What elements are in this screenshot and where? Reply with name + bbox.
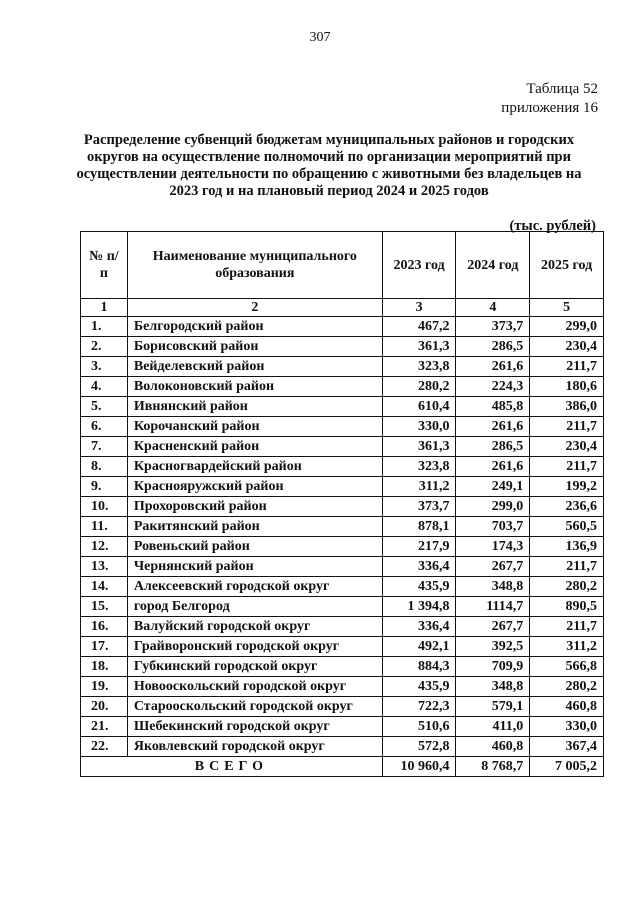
- value-2024: 224,3: [456, 377, 530, 397]
- row-number: 17.: [81, 637, 128, 657]
- column-number-row: [81, 299, 604, 317]
- table-row: [81, 477, 604, 497]
- municipality-name: Алексеевский городской округ: [127, 577, 382, 597]
- column-number: 1: [81, 299, 128, 317]
- table-row: [81, 357, 604, 377]
- row-number: 22.: [81, 737, 128, 757]
- table-row: [81, 697, 604, 717]
- value-2025: 280,2: [530, 577, 604, 597]
- value-2023: 336,4: [382, 557, 456, 577]
- row-number: 13.: [81, 557, 128, 577]
- municipality-name: Чернянский район: [127, 557, 382, 577]
- subsidy-table: [80, 231, 604, 777]
- table-row: [81, 517, 604, 537]
- value-2025: 180,6: [530, 377, 604, 397]
- value-2024: 485,8: [456, 397, 530, 417]
- municipality-name: Корочанский район: [127, 417, 382, 437]
- value-2023: 323,8: [382, 457, 456, 477]
- municipality-name: Красногвардейский район: [127, 457, 382, 477]
- value-2024: 267,7: [456, 557, 530, 577]
- row-number: 4.: [81, 377, 128, 397]
- table-row: [81, 537, 604, 557]
- value-2025: 386,0: [530, 397, 604, 417]
- table-row: [81, 657, 604, 677]
- value-2024: 709,9: [456, 657, 530, 677]
- value-2024: 249,1: [456, 477, 530, 497]
- municipality-name: Яковлевский городской округ: [127, 737, 382, 757]
- municipality-name: Новооскольский городской округ: [127, 677, 382, 697]
- row-number: 2.: [81, 337, 128, 357]
- row-number: 1.: [81, 317, 128, 337]
- value-2023: 280,2: [382, 377, 456, 397]
- value-2024: 373,7: [456, 317, 530, 337]
- table-body: [81, 317, 604, 757]
- value-2024: 261,6: [456, 357, 530, 377]
- municipality-name: Шебекинский городской округ: [127, 717, 382, 737]
- value-2025: 230,4: [530, 337, 604, 357]
- annex-appendix-label: приложения 16: [501, 100, 598, 116]
- value-2025: 330,0: [530, 717, 604, 737]
- table-row: [81, 377, 604, 397]
- table-row: [81, 497, 604, 517]
- value-2025: 211,7: [530, 417, 604, 437]
- row-number: 15.: [81, 597, 128, 617]
- value-2023: 217,9: [382, 537, 456, 557]
- total-2023: 10 960,4: [382, 757, 456, 777]
- header-2024: 2024 год: [456, 232, 530, 299]
- municipality-name: город Белгород: [127, 597, 382, 617]
- column-number: 3: [382, 299, 456, 317]
- value-2023: 467,2: [382, 317, 456, 337]
- column-number: 2: [127, 299, 382, 317]
- table-row: [81, 557, 604, 577]
- table-row: [81, 617, 604, 637]
- row-number: 9.: [81, 477, 128, 497]
- row-number: 20.: [81, 697, 128, 717]
- municipality-name: Борисовский район: [127, 337, 382, 357]
- header-2023: 2023 год: [382, 232, 456, 299]
- value-2024: 261,6: [456, 417, 530, 437]
- value-2025: 566,8: [530, 657, 604, 677]
- table-row: [81, 577, 604, 597]
- municipality-name: Валуйский городской округ: [127, 617, 382, 637]
- table-row: [81, 337, 604, 357]
- municipality-name: Старооскольский городской округ: [127, 697, 382, 717]
- municipality-name: Прохоровский район: [127, 497, 382, 517]
- value-2024: 299,0: [456, 497, 530, 517]
- value-2023: 330,0: [382, 417, 456, 437]
- table-row: [81, 437, 604, 457]
- row-number: 14.: [81, 577, 128, 597]
- header-2025: 2025 год: [530, 232, 604, 299]
- row-number: 12.: [81, 537, 128, 557]
- total-2025: 7 005,2: [530, 757, 604, 777]
- value-2025: 211,7: [530, 457, 604, 477]
- row-number: 6.: [81, 417, 128, 437]
- value-2025: 890,5: [530, 597, 604, 617]
- table-row: [81, 417, 604, 437]
- value-2023: 361,3: [382, 437, 456, 457]
- total-row: [81, 757, 604, 777]
- value-2024: 348,8: [456, 677, 530, 697]
- row-number: 7.: [81, 437, 128, 457]
- row-number: 19.: [81, 677, 128, 697]
- table-row: [81, 677, 604, 697]
- row-number: 16.: [81, 617, 128, 637]
- value-2025: 311,2: [530, 637, 604, 657]
- value-2025: 211,7: [530, 357, 604, 377]
- value-2025: 460,8: [530, 697, 604, 717]
- row-number: 21.: [81, 717, 128, 737]
- value-2025: 236,6: [530, 497, 604, 517]
- row-number: 8.: [81, 457, 128, 477]
- value-2025: 280,2: [530, 677, 604, 697]
- row-number: 3.: [81, 357, 128, 377]
- value-2023: 610,4: [382, 397, 456, 417]
- value-2024: 460,8: [456, 737, 530, 757]
- municipality-name: Губкинский городской округ: [127, 657, 382, 677]
- column-number: 5: [530, 299, 604, 317]
- total-label: ВСЕГО: [81, 757, 383, 777]
- value-2023: 510,6: [382, 717, 456, 737]
- value-2023: 435,9: [382, 577, 456, 597]
- value-2023: 492,1: [382, 637, 456, 657]
- municipality-name: Грайворонский городской округ: [127, 637, 382, 657]
- municipality-name: Ровеньский район: [127, 537, 382, 557]
- table-row: [81, 597, 604, 617]
- column-number: 4: [456, 299, 530, 317]
- units-label: (тыс. рублей): [509, 218, 596, 234]
- value-2024: 261,6: [456, 457, 530, 477]
- row-number: 18.: [81, 657, 128, 677]
- value-2023: 722,3: [382, 697, 456, 717]
- value-2025: 299,0: [530, 317, 604, 337]
- value-2023: 1 394,8: [382, 597, 456, 617]
- municipality-name: Красненский район: [127, 437, 382, 457]
- row-number: 5.: [81, 397, 128, 417]
- row-number: 11.: [81, 517, 128, 537]
- document-title: Распределение субвенций бюджетам муниципальных районов и городских округов на осуществление полномочий по организации мероприятий при осуществлении деятельности по обращению с животными без владельцев на 2023 год и на плановый период 2024 и 2025 годов: [76, 132, 582, 199]
- value-2025: 199,2: [530, 477, 604, 497]
- table-row: [81, 737, 604, 757]
- header-name: Наименование муниципального образования: [127, 232, 382, 299]
- table-row: [81, 637, 604, 657]
- table-row: [81, 317, 604, 337]
- value-2025: 211,7: [530, 557, 604, 577]
- value-2023: 572,8: [382, 737, 456, 757]
- table-row: [81, 397, 604, 417]
- value-2023: 323,8: [382, 357, 456, 377]
- municipality-name: Волоконовский район: [127, 377, 382, 397]
- value-2025: 560,5: [530, 517, 604, 537]
- page-number: 307: [309, 30, 331, 45]
- value-2023: 884,3: [382, 657, 456, 677]
- table-row: [81, 717, 604, 737]
- value-2025: 367,4: [530, 737, 604, 757]
- value-2024: 411,0: [456, 717, 530, 737]
- municipality-name: Вейделевский район: [127, 357, 382, 377]
- header-number: № п/п: [81, 232, 128, 299]
- value-2023: 878,1: [382, 517, 456, 537]
- value-2023: 435,9: [382, 677, 456, 697]
- value-2024: 286,5: [456, 337, 530, 357]
- value-2023: 336,4: [382, 617, 456, 637]
- value-2025: 230,4: [530, 437, 604, 457]
- value-2023: 373,7: [382, 497, 456, 517]
- municipality-name: Ракитянский район: [127, 517, 382, 537]
- value-2024: 286,5: [456, 437, 530, 457]
- value-2023: 311,2: [382, 477, 456, 497]
- value-2025: 211,7: [530, 617, 604, 637]
- value-2023: 361,3: [382, 337, 456, 357]
- value-2024: 703,7: [456, 517, 530, 537]
- municipality-name: Ивнянский район: [127, 397, 382, 417]
- annex-reference: [501, 80, 598, 118]
- total-2024: 8 768,7: [456, 757, 530, 777]
- row-number: 10.: [81, 497, 128, 517]
- value-2025: 136,9: [530, 537, 604, 557]
- municipality-name: Белгородский район: [127, 317, 382, 337]
- table-row: [81, 457, 604, 477]
- value-2024: 579,1: [456, 697, 530, 717]
- municipality-name: Краснояружский район: [127, 477, 382, 497]
- value-2024: 348,8: [456, 577, 530, 597]
- table-header-row: [81, 232, 604, 299]
- value-2024: 1114,7: [456, 597, 530, 617]
- value-2024: 267,7: [456, 617, 530, 637]
- value-2024: 392,5: [456, 637, 530, 657]
- annex-table-label: Таблица 52: [526, 81, 598, 97]
- value-2024: 174,3: [456, 537, 530, 557]
